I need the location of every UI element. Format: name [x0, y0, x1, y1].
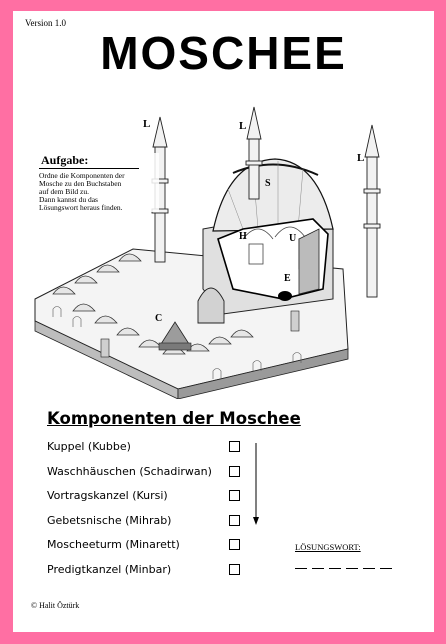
- component-checkbox[interactable]: [229, 490, 240, 501]
- component-label: Vortragskanzel (Kursi): [47, 489, 168, 502]
- solution-label: LÖSUNGSWORT:: [295, 542, 361, 552]
- component-checkbox[interactable]: [229, 539, 240, 550]
- solution-blank[interactable]: [380, 567, 392, 569]
- component-label: Moscheeturm (Minarett): [47, 538, 180, 551]
- task-heading: Aufgabe:: [39, 153, 139, 169]
- components-heading: Komponenten der Moschee: [47, 409, 301, 428]
- list-item: [47, 464, 247, 489]
- component-checkbox[interactable]: [229, 466, 240, 477]
- task-line: Mosche zu den Buchstaben: [39, 179, 122, 188]
- label-l-right: L: [357, 152, 365, 164]
- task-line: Lösungswort heraus finden.: [39, 203, 123, 212]
- component-label: Kuppel (Kubbe): [47, 440, 131, 453]
- solution-blank[interactable]: [295, 567, 307, 569]
- list-item: [47, 537, 247, 562]
- solution-blank[interactable]: [312, 567, 324, 569]
- list-item: [47, 488, 247, 513]
- worksheet: [13, 11, 434, 632]
- label-e: E: [284, 273, 291, 284]
- component-checkbox[interactable]: [229, 441, 240, 452]
- label-h: H: [239, 231, 247, 242]
- version-label: Version 1.0: [25, 18, 66, 28]
- list-item: [47, 439, 247, 464]
- solution-blank[interactable]: [346, 567, 358, 569]
- arrow-down-icon: [251, 443, 261, 527]
- task-line: Ordne die Komponenten der: [39, 171, 125, 180]
- list-item: [47, 562, 247, 587]
- component-label: Waschhäuschen (Schadirwan): [47, 464, 212, 478]
- mosque-illustration: [13, 89, 434, 399]
- task-box: [39, 153, 159, 212]
- label-u: U: [289, 233, 297, 244]
- label-c: C: [155, 313, 163, 324]
- components-list: [47, 439, 247, 586]
- label-l-middle: L: [239, 120, 247, 132]
- label-l-left: L: [143, 118, 151, 130]
- label-s: S: [265, 178, 271, 189]
- task-line: Dann kannst du das: [39, 195, 98, 204]
- page-title: MOSCHEE: [100, 27, 347, 79]
- component-label: Gebetsnische (Mihrab): [47, 513, 172, 527]
- solution-blank[interactable]: [363, 567, 375, 569]
- solution-blank[interactable]: [329, 567, 341, 569]
- list-item: [47, 513, 247, 538]
- copyright: © Halit Öztürk: [31, 601, 80, 610]
- component-label: Predigtkanzel (Minbar): [47, 562, 172, 576]
- component-checkbox[interactable]: [229, 515, 240, 526]
- solution-blanks: [295, 567, 392, 569]
- task-line: auf dem Bild zu.: [39, 187, 89, 196]
- component-checkbox[interactable]: [229, 564, 240, 575]
